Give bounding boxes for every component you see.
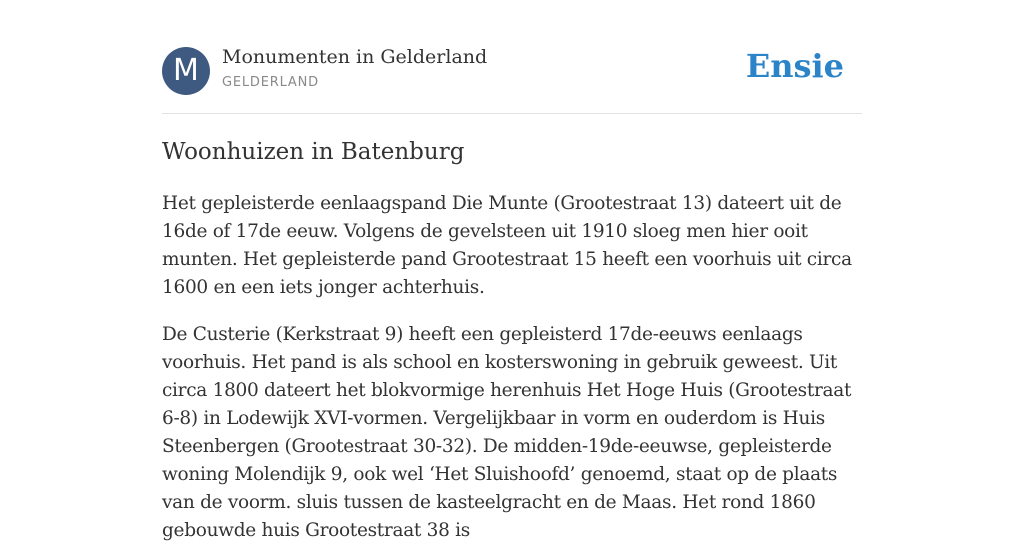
ensie-logo[interactable]: Ensie: [745, 47, 844, 85]
page-container: [162, 0, 862, 541]
article-paragraph: De Custerie (Kerkstraat 9) heeft een gepleisterd 17de-eeuws eenlaags voorhuis. Het pand is als school en kosterswoning in gebruik geweest. Uit circa 1800 dateert het blokvormige herenhuis Het Hoge Huis (Grootestraat 6-8) in Lodewijk XVI-vormen. Vergelijkbaar in vorm en ouderdom is Huis Steenbergen (Grootestraat 30-32). De midden-19de-eeuwse, gepleisterde woning Molendijk 9, ook wel ‘Het Sluishoofd’ genoemd, staat op de plaats van de voorm. sluis tussen de kasteelgracht en de Maas. Het rond 1860 gebouwde huis Grootestraat 38 is: [162, 324, 852, 541]
collection-avatar[interactable]: M: [162, 47, 210, 95]
collection-title-link[interactable]: Monumenten in Gelderland: [222, 46, 488, 68]
header: [162, 0, 862, 114]
article-title: Woonhuizen in Batenburg: [162, 139, 465, 165]
collection-subtitle: GELDERLAND: [222, 75, 319, 90]
article-paragraph: Het gepleisterde eenlaagspand Die Munte (Grootestraat 13) dateert uit de 16de of 17de eeuw. Volgens de gevelsteen uit 1910 sloeg men hier ooit munten. Het gepleisterde pand Grootestraat 15 heeft een voorhuis uit circa 1600 en een iets jonger achterhuis.: [162, 193, 852, 298]
